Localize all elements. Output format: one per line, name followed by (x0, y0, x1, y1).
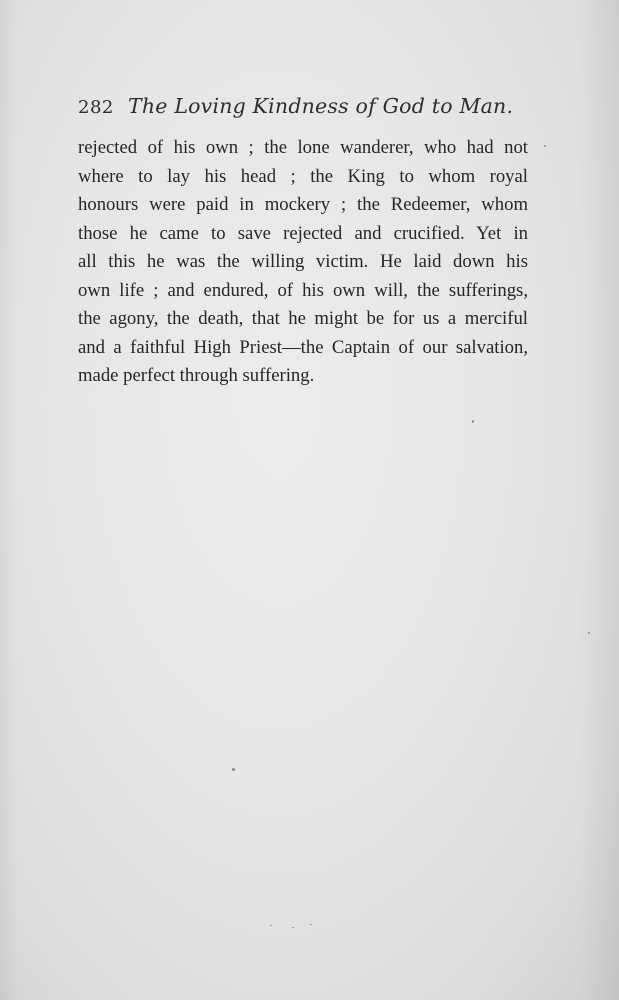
body-paragraph (78, 134, 528, 391)
text-line: where to lay his head ; the King to whom royal (78, 165, 528, 187)
running-head (78, 92, 528, 126)
paper-speck (232, 768, 235, 771)
paper-speck (292, 927, 294, 928)
page-number: 282 (78, 97, 114, 118)
page-edge-shadow-left (0, 0, 18, 1000)
page-edge-shadow-right (579, 0, 619, 1000)
running-head-title: The Loving Kindness of God to Man. (128, 94, 514, 118)
text-line: all this he was the willing victim. He laid down his (78, 251, 528, 272)
text-line: honours were paid in mockery ; the Redeemer, whom (78, 194, 528, 215)
text-line: rejected of his own ; the lone wanderer, who had not (78, 137, 528, 158)
text-line: and a faithful High Priest—the Captain of our salvation, (78, 336, 528, 358)
paper-speck (310, 924, 312, 925)
text-line: those he came to save rejected and crucified. Yet in (78, 222, 528, 244)
text-line: the agony, the death, that he might be for us a merciful (78, 308, 528, 329)
paper-speck (544, 145, 546, 147)
text-line: made perfect through suffering. (78, 365, 315, 386)
text-line: own life ; and endured, of his own will, the sufferings, (78, 279, 528, 301)
paper-speck (270, 925, 272, 926)
paper-speck (472, 420, 474, 423)
paper-speck (588, 632, 590, 634)
